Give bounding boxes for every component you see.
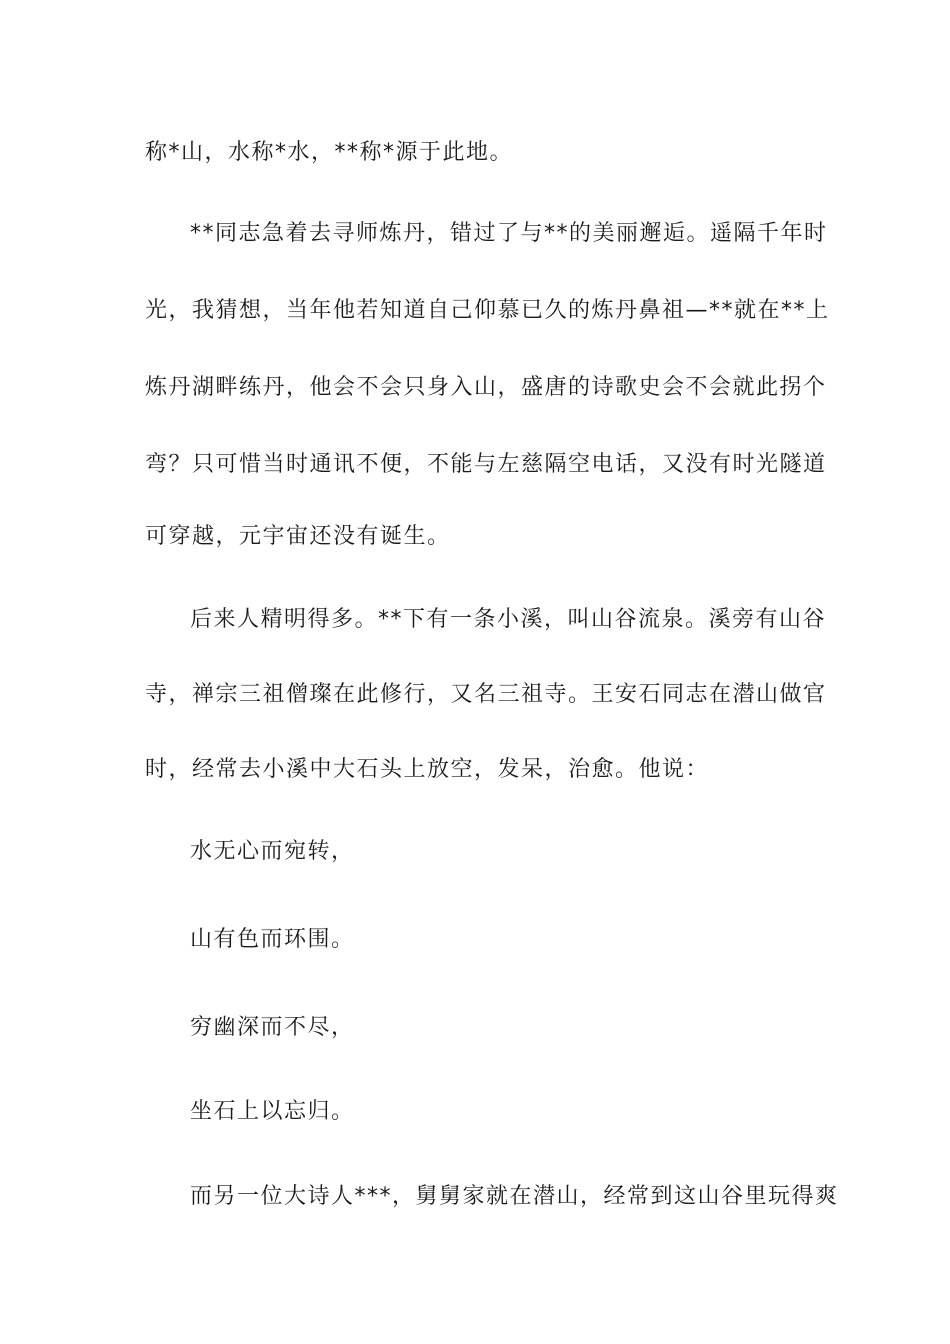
poem-line-1: 水无心而宛转，	[190, 839, 355, 864]
text-line-8: 寺，禅宗三祖僧璨在此修行，又名三祖寺。王安石同志在潜山做官	[145, 682, 827, 707]
text-line-7: 后来人精明得多。**下有一条小溪，叫山谷流泉。溪旁有山谷	[190, 607, 827, 632]
text-line-10: 而另一位大诗人***，舅舅家就在潜山，经常到这山谷里玩得爽	[190, 1184, 839, 1209]
poem-line-4: 坐石上以忘归。	[190, 1099, 355, 1124]
text-line-9: 时，经常去小溪中大石头上放空，发呆，治愈。他说：	[145, 757, 710, 782]
poem-line-2: 山有色而环围。	[190, 927, 355, 952]
text-line-1: 称*山，水称*水，**称*源于此地。	[145, 140, 514, 165]
text-line-6: 可穿越，元宇宙还没有诞生。	[145, 524, 451, 549]
text-line-2: **同志急着去寻师炼丹，错过了与**的美丽邂逅。遥隔千年时	[190, 221, 828, 246]
text-line-4: 炼丹湖畔练丹，他会不会只身入山，盛唐的诗歌史会不会就此拐个	[145, 375, 827, 400]
poem-line-3: 穷幽深而不尽，	[190, 1015, 355, 1040]
text-line-5: 弯？只可惜当时通讯不便，不能与左慈隔空电话，又没有时光隧道	[145, 452, 827, 477]
text-line-3: 光，我猜想，当年他若知道自己仰慕已久的炼丹鼻祖—**就在**上	[145, 298, 830, 323]
